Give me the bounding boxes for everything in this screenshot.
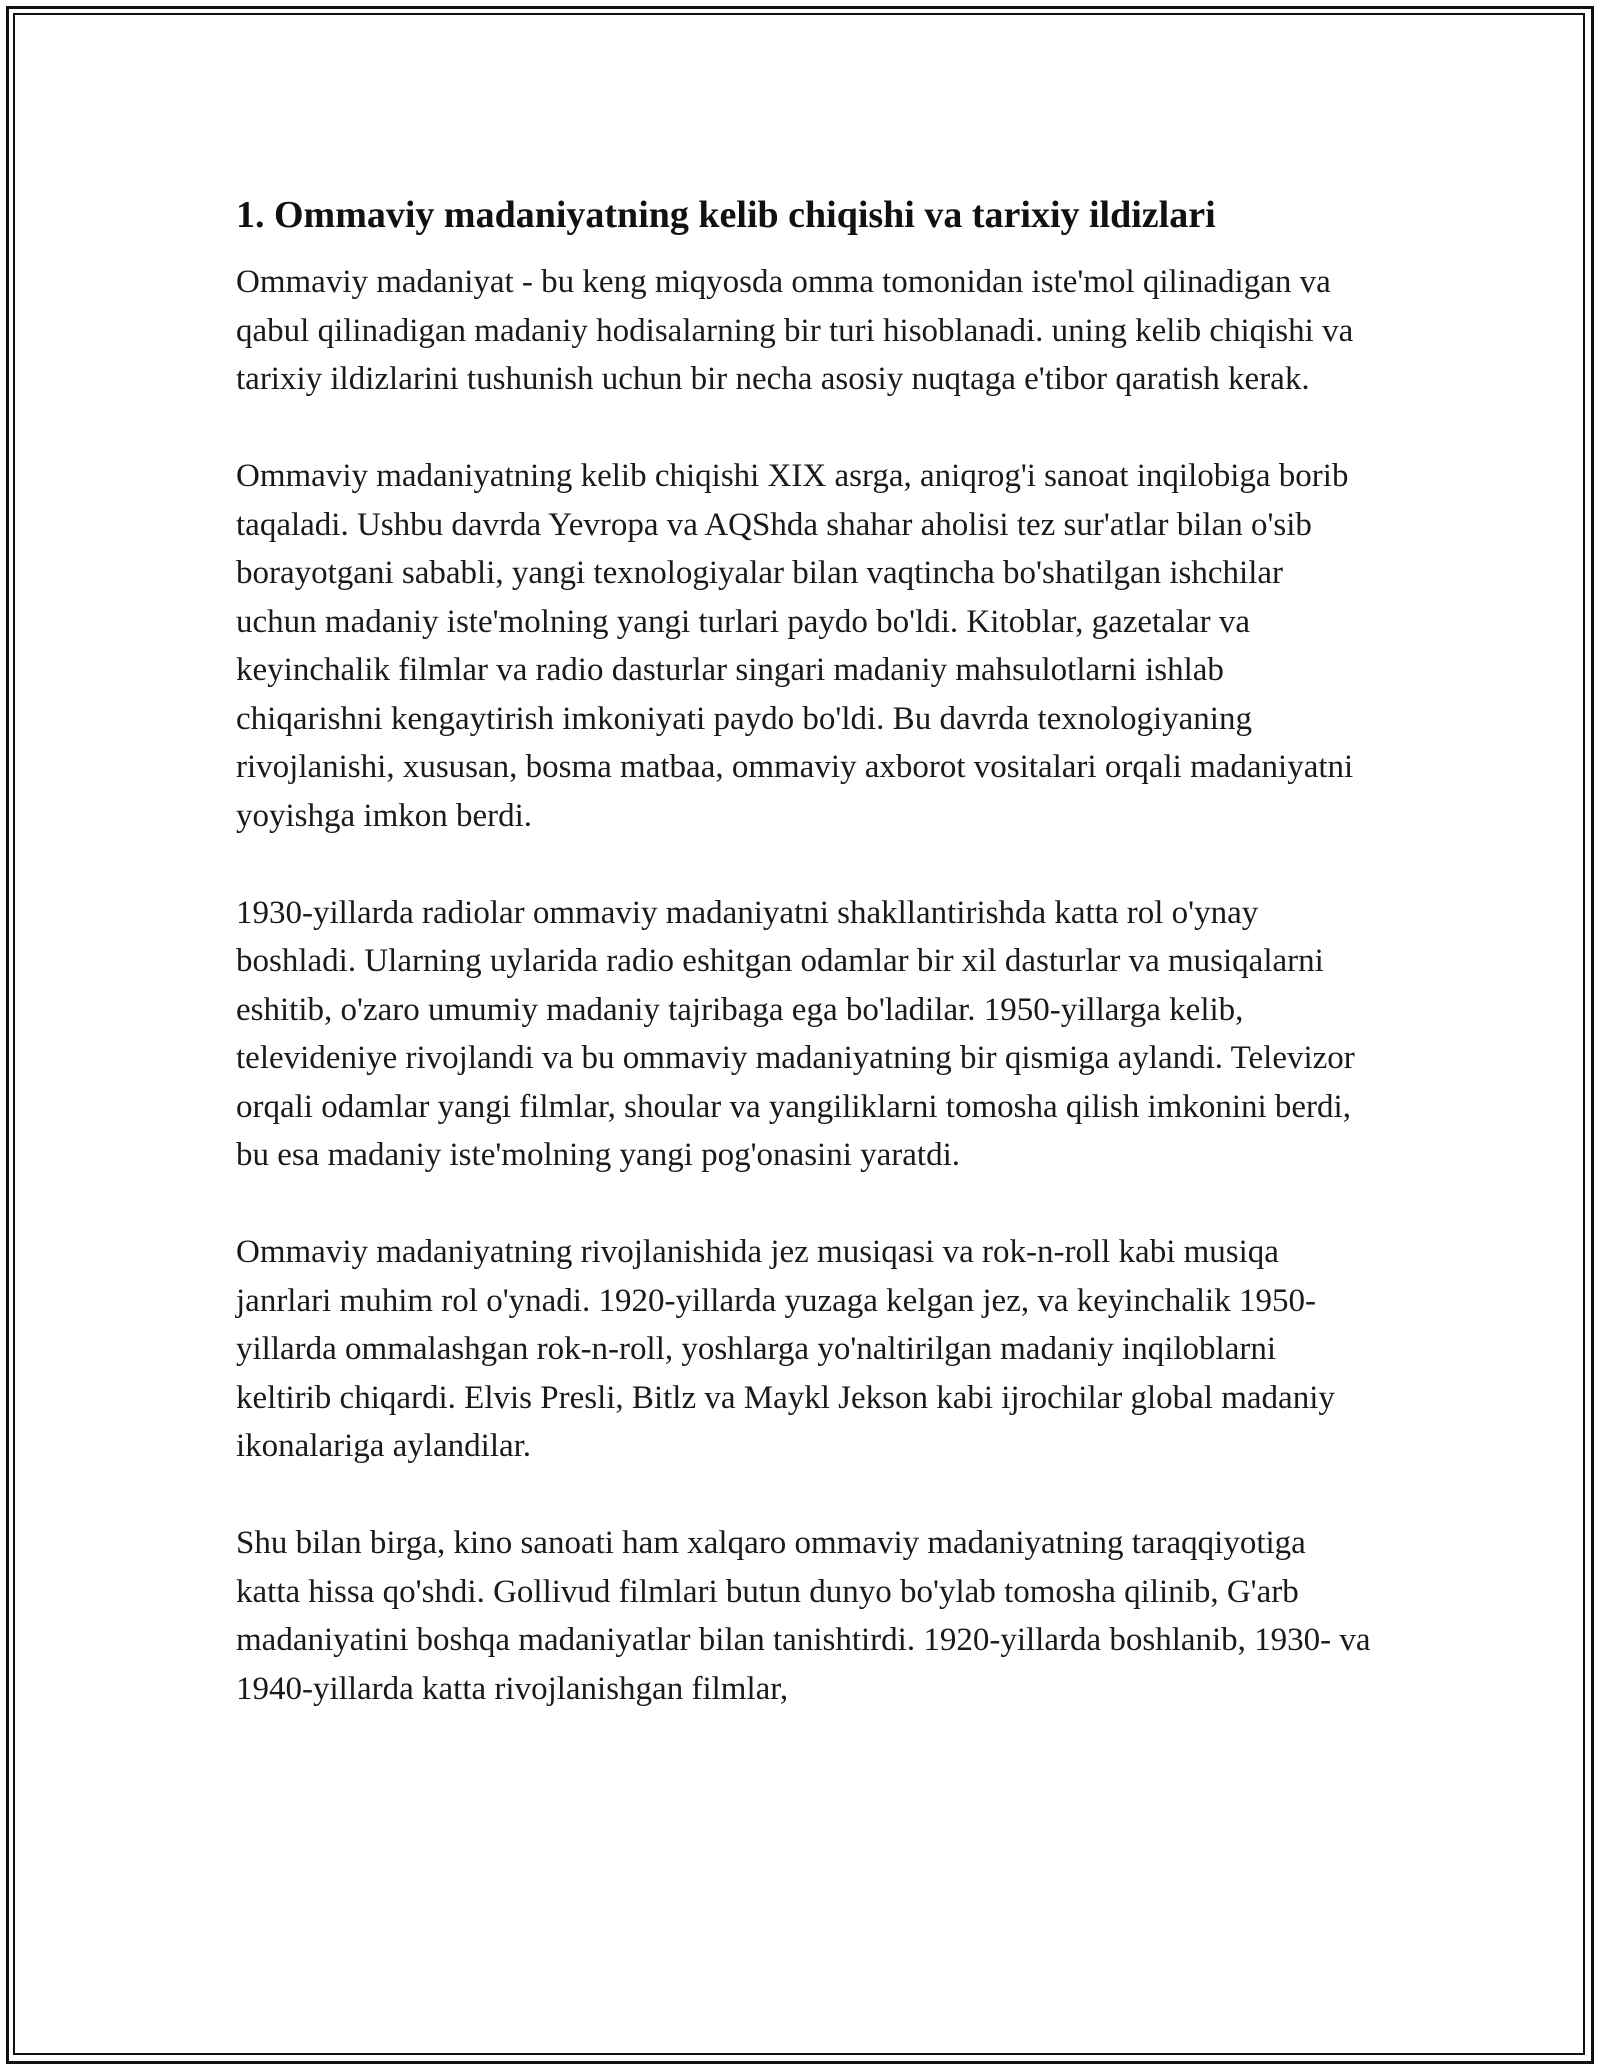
- document-body: [236, 188, 1371, 1713]
- paragraph-music-genres: Ommaviy madaniyatning rivojlanishida jez musiqasi va rok-n-roll kabi musiqa janrlari muhim rol o'ynadi. 1920-yillarda yuzaga kelgan jez, va keyinchalik 1950-yillarda ommalashgan rok-n-roll, yoshlarga yo'naltirilgan madaniy inqiloblarni keltirib chiqardi. Elvis Presli, Bitlz va Maykl Jekson kabi ijrochilar global madaniy ikonalariga aylandilar.: [236, 1234, 1335, 1464]
- section-heading: 1. Ommaviy madaniyatning kelib chiqishi va tarixiy ildizlari: [236, 194, 1216, 236]
- paragraph-origins: Ommaviy madaniyatning kelib chiqishi XIX asrga, aniqrog'i sanoat inqilobiga borib taqaladi. Ushbu davrda Yevropa va AQShda shahar aholisi tez sur'atlar bilan o'sib borayotgani sababli, yangi texnologiyalar bilan vaqtincha bo'shatilgan ishchilar uchun madaniy iste'molning yangi turlari paydo bo'ldi. Kitoblar, gazetalar va keyinchalik filmlar va radio dasturlar singari madaniy mahsulotlarni ishlab chiqarishni kengaytirish imkoniyati paydo bo'ldi. Bu davrda texnologiyaning rivojlanishi, xususan, bosma matbaa, ommaviy axborot vositalari orqali madaniyatni yoyishga imkon berdi.: [236, 458, 1354, 834]
- paragraph-definition: Ommaviy madaniyat - bu keng miqyosda omma tomonidan iste'mol qilinadigan va qabul qilinadigan madaniy hodisalarning bir turi hisoblanadi. uning kelib chiqishi va tarixiy ildizlarini tushunish uchun bir necha asosiy nuqtaga e'tibor qaratish kerak.: [236, 264, 1354, 397]
- paragraph-radio-television: 1930-yillarda radiolar ommaviy madaniyatni shakllantirishda katta rol o'ynay boshladi. Ularning uylarida radio eshitgan odamlar bir xil dasturlar va musiqalarni eshitib, o'zaro umumiy madaniy tajribaga ega bo'ladilar. 1950-yillarga kelib, televideniye rivojlandi va bu ommaviy madaniyatning bir qismiga aylandi. Televizor orqali odamlar yangi filmlar, shoular va yangiliklarni tomosha qilish imkonini berdi, bu esa madaniy iste'molning yangi pog'onasini yaratdi.: [236, 894, 1355, 1173]
- paragraph-cinema: Shu bilan birga, kino sanoati ham xalqaro ommaviy madaniyatning taraqqiyotiga katta hissa qo'shdi. Gollivud filmlari butun dunyo bo'ylab tomosha qilinib, G'arb madaniyatini boshqa madaniyatlar bilan tanishtirdi. 1920-yillarda boshlanib, 1930- va 1940-yillarda katta rivojlanishgan filmlar,: [236, 1525, 1371, 1707]
